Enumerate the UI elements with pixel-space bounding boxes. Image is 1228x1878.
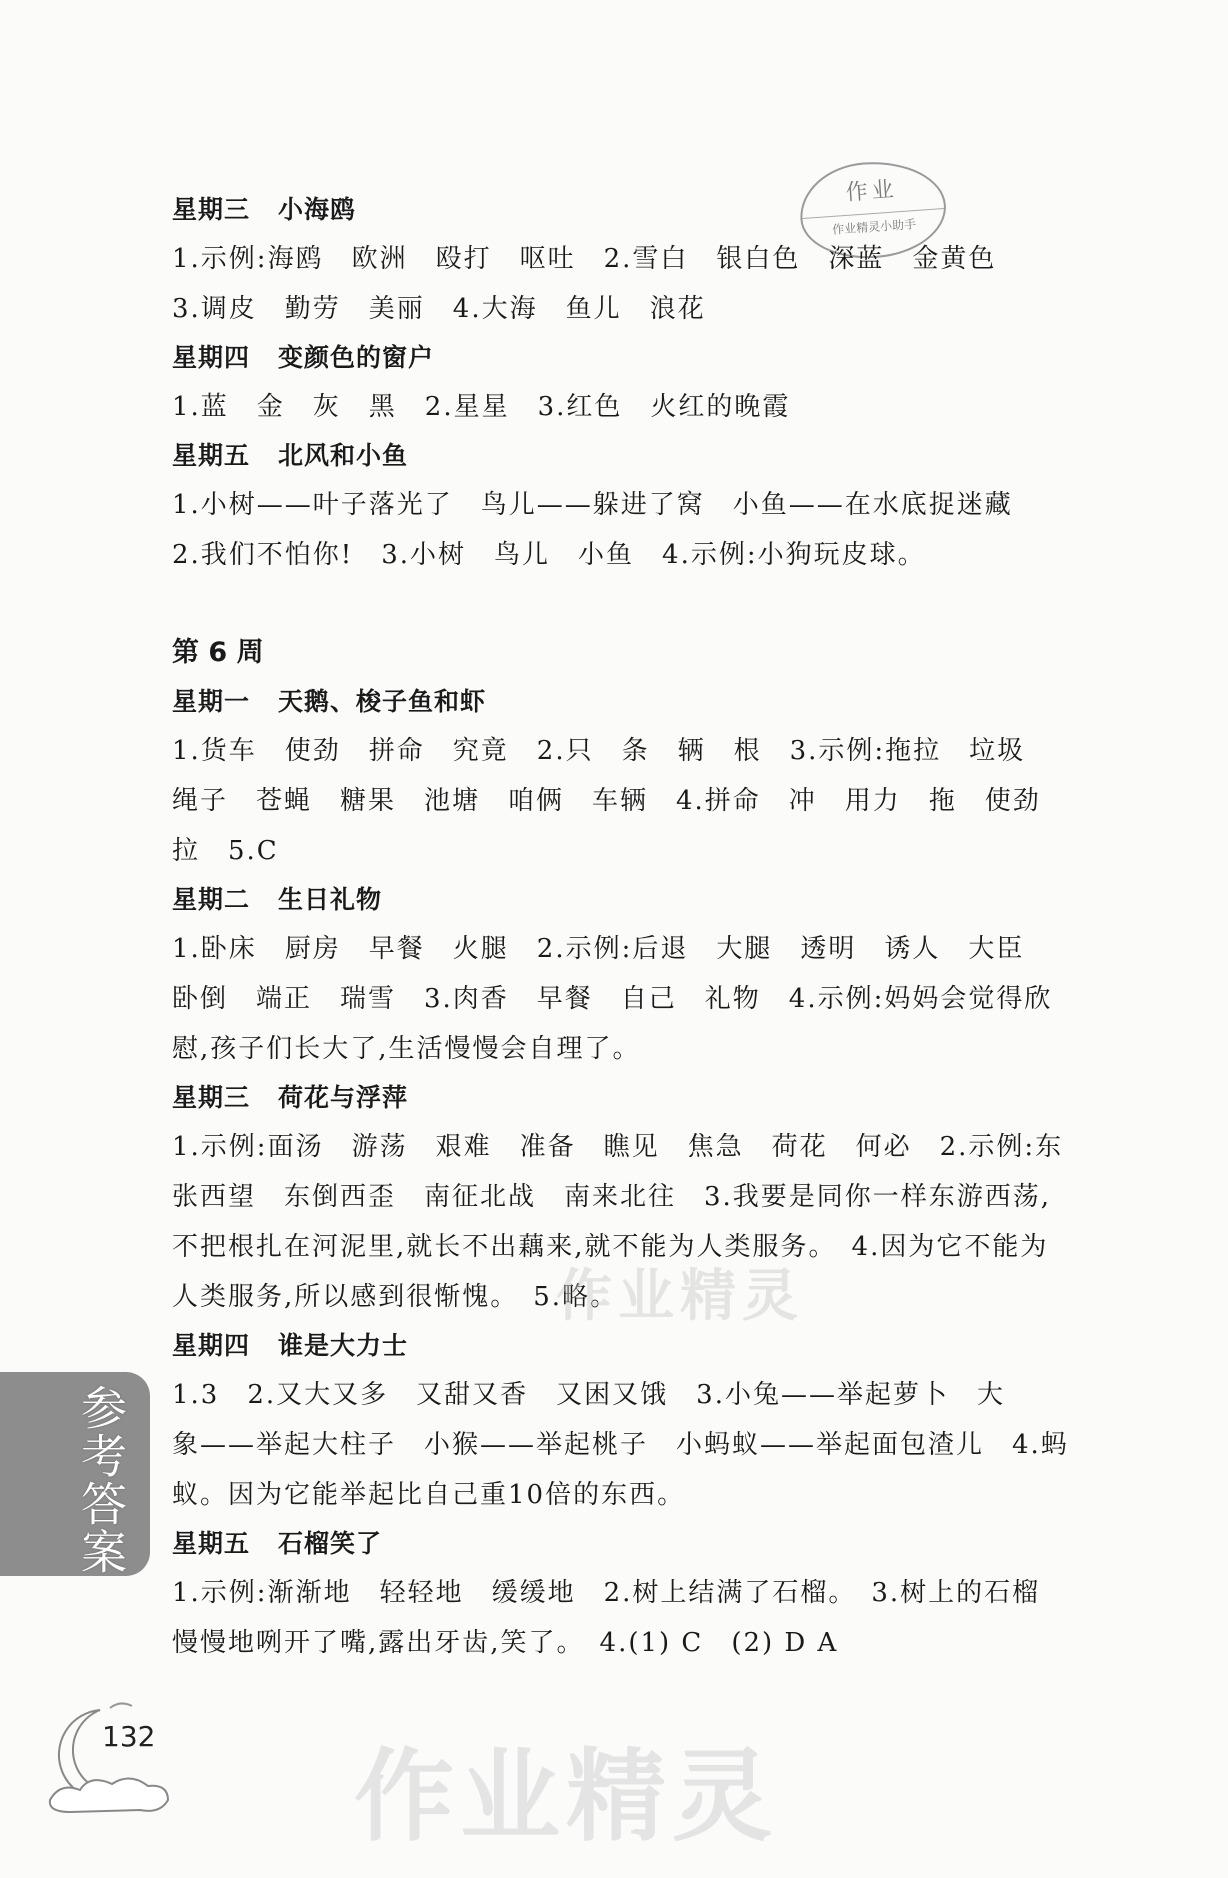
day-label: 星期三 bbox=[172, 1083, 251, 1112]
day-heading bbox=[172, 1074, 1120, 1122]
lesson-title: 变颜色的窗户 bbox=[278, 343, 435, 372]
watermark-bottom: 作业精灵 bbox=[354, 1738, 778, 1855]
answer-line: 1.示例:渐渐地 轻轻地 缓缓地 2.树上结满了石榴。 3.树上的石榴 bbox=[172, 1578, 1041, 1608]
week-heading: 第 6 周 bbox=[172, 637, 264, 668]
answer-line: 2.我们不怕你! 3.小树 鸟儿 小鱼 4.示例:小狗玩皮球。 bbox=[172, 540, 926, 570]
lesson-title: 天鹅、梭子鱼和虾 bbox=[278, 687, 487, 716]
lesson-title: 北风和小鱼 bbox=[278, 441, 409, 470]
answer-line: 象——举起大柱子 小猴——举起桃子 小蚂蚁——举起面包渣儿 4.蚂 bbox=[172, 1430, 1069, 1460]
lesson-title: 荷花与浮萍 bbox=[278, 1083, 409, 1112]
answer-line: 1.小树——叶子落光了 鸟儿——躲进了窝 小鱼——在水底捉迷藏 bbox=[172, 490, 1013, 520]
answer-line: 蚁。因为它能举起比自己重10倍的东西。 bbox=[172, 1480, 686, 1510]
lesson-title: 生日礼物 bbox=[278, 885, 383, 914]
answer-line: 1.卧床 厨房 早餐 火腿 2.示例:后退 大腿 透明 诱人 大臣 bbox=[172, 934, 1025, 964]
day-heading bbox=[172, 678, 1120, 726]
answer-line: 不把根扎在河泥里,就长不出藕来,就不能为人类服务。 4.因为它不能为 bbox=[172, 1232, 1049, 1262]
day-label: 星期一 bbox=[172, 687, 251, 716]
answer-line: 1.货车 使劲 拼命 究竟 2.只 条 辆 根 3.示例:拖拉 垃圾 bbox=[172, 736, 1026, 766]
answer-line: 1.3 2.又大又多 又甜又香 又困又饿 3.小兔——举起萝卜 大 bbox=[172, 1380, 1005, 1410]
day-heading bbox=[172, 876, 1120, 924]
day-heading bbox=[172, 432, 1120, 480]
lesson-title: 小海鸥 bbox=[278, 195, 357, 224]
answer-line: 拉 5.C bbox=[172, 836, 279, 866]
day-label: 星期二 bbox=[172, 885, 251, 914]
stamp-title: 作业 bbox=[844, 177, 899, 206]
answer-content bbox=[172, 186, 1120, 1668]
lesson-title: 石榴笑了 bbox=[278, 1529, 383, 1558]
day-heading bbox=[172, 186, 1120, 234]
answer-line: 1.蓝 金 灰 黑 2.星星 3.红色 火红的晚霞 bbox=[172, 392, 791, 422]
answer-line: 3.调皮 勤劳 美丽 4.大海 鱼儿 浪花 bbox=[172, 294, 706, 324]
day-label: 星期五 bbox=[172, 1529, 251, 1558]
answer-line: 人类服务,所以感到很惭愧。 5.略。 bbox=[172, 1282, 619, 1312]
stamp-subtitle: 作业精灵小助手 bbox=[802, 208, 945, 240]
answer-line: 慢慢地咧开了嘴,露出牙齿,笑了。 4.(1) C (2) D A bbox=[172, 1628, 839, 1658]
answer-line: 1.示例:面汤 游荡 艰难 准备 瞧见 焦急 荷花 何必 2.示例:东 bbox=[172, 1132, 1064, 1162]
answer-line: 张西望 东倒西歪 南征北战 南来北往 3.我要是同你一样东游西荡, bbox=[172, 1182, 1052, 1212]
answer-line: 绳子 苍蝇 糖果 池塘 咱俩 车辆 4.拼命 冲 用力 拖 使劲 bbox=[172, 786, 1041, 816]
moon-cloud-icon bbox=[40, 1690, 180, 1820]
day-label: 星期三 bbox=[172, 195, 251, 224]
answer-line: 1.示例:海鸥 欧洲 殴打 呕吐 2.雪白 银白色 深蓝 金黄色 bbox=[172, 244, 997, 274]
day-label: 星期四 bbox=[172, 343, 251, 372]
day-heading bbox=[172, 1520, 1120, 1568]
day-label: 星期五 bbox=[172, 441, 251, 470]
side-tab-label: 参考答案 bbox=[74, 1384, 128, 1576]
answer-line: 卧倒 端正 瑞雪 3.肉香 早餐 自己 礼物 4.示例:妈妈会觉得欣 bbox=[172, 984, 1053, 1014]
page-number: 132 bbox=[102, 1720, 156, 1753]
day-heading bbox=[172, 334, 1120, 382]
day-label: 星期四 bbox=[172, 1331, 251, 1360]
watermark-middle: 作业精灵 bbox=[556, 1264, 804, 1329]
lesson-title: 谁是大力士 bbox=[278, 1331, 409, 1360]
answer-line: 慰,孩子们长大了,生活慢慢会自理了。 bbox=[172, 1034, 641, 1064]
